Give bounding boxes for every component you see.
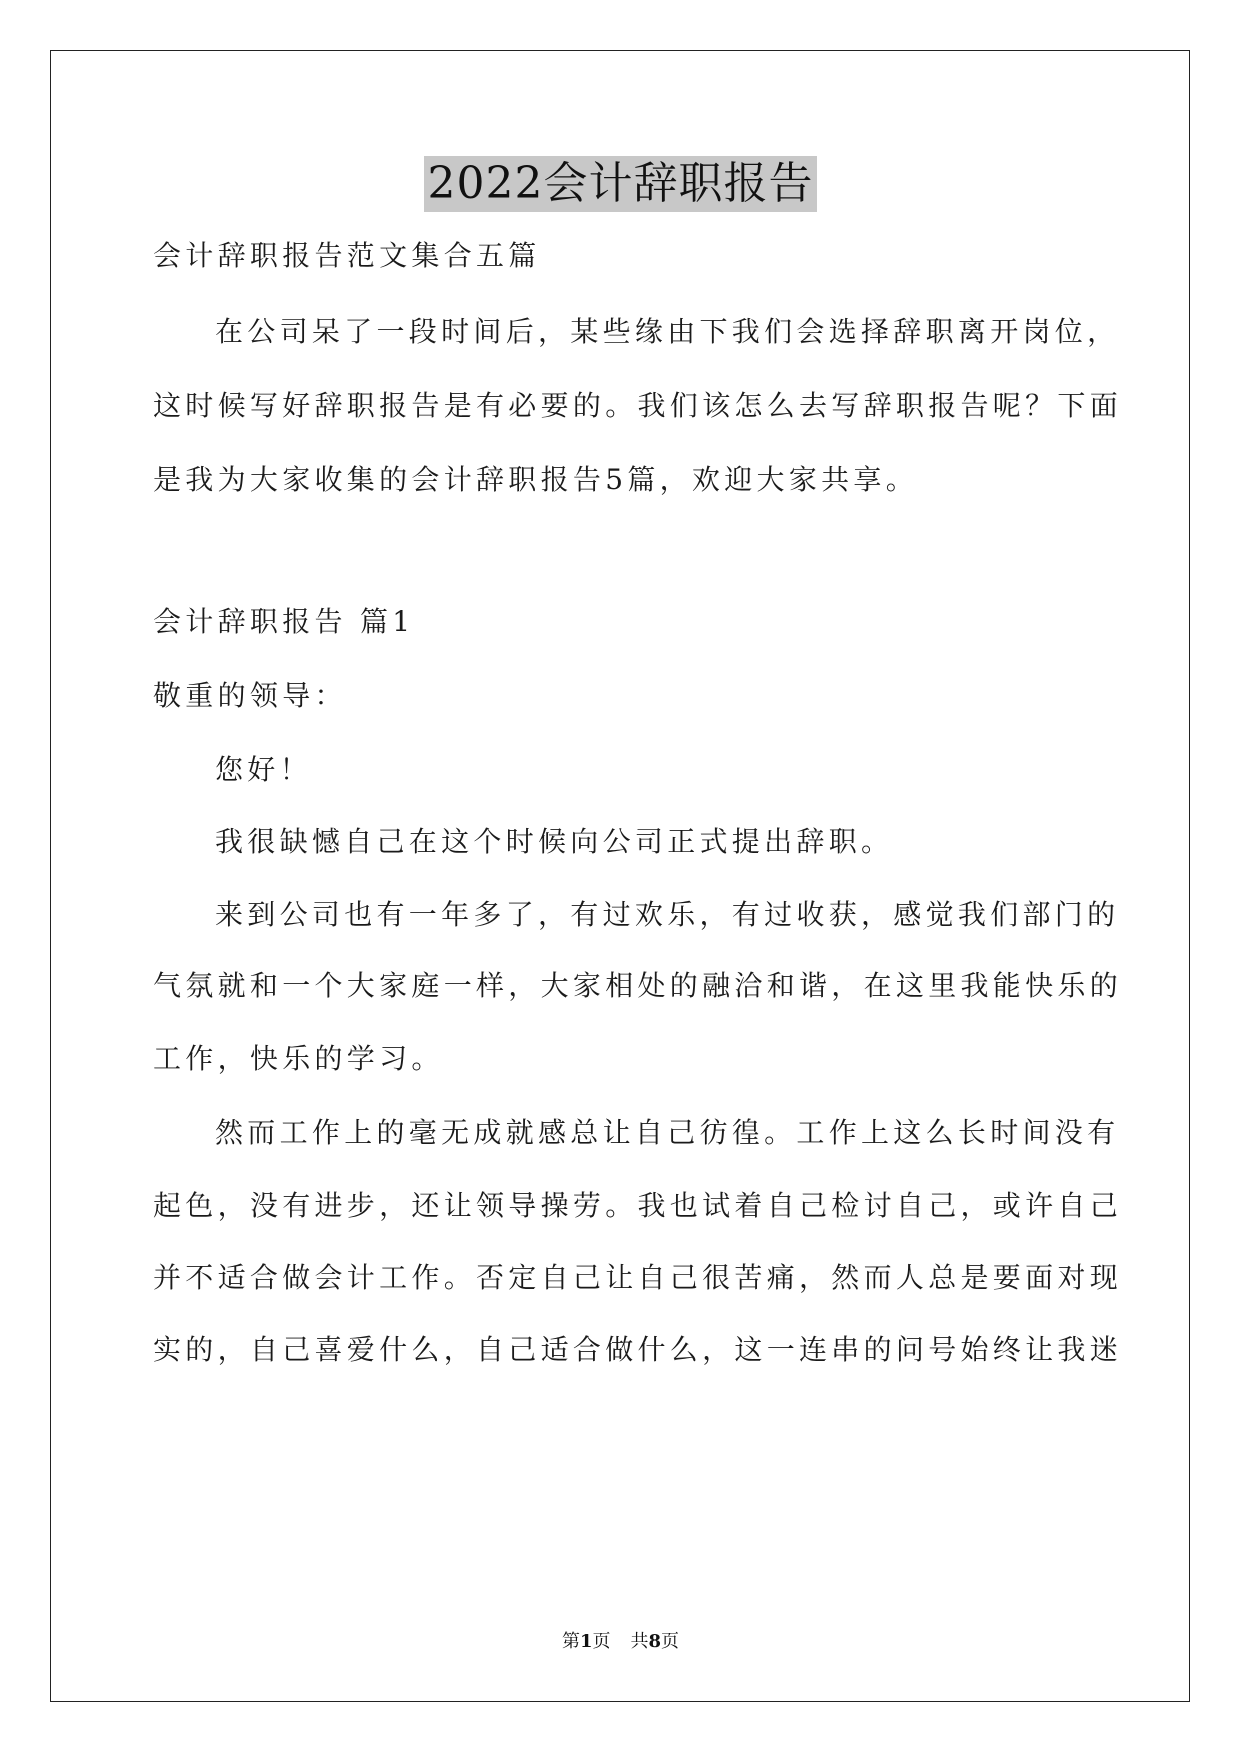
document-title: 2022会计辞职报告 bbox=[424, 156, 818, 212]
intro-line-1: 在公司呆了一段时间后，某些缘由下我们会选择辞职离开岗位， bbox=[215, 315, 1120, 348]
body-line-3: 气氛就和一个大家庭一样，大家相处的融洽和谐，在这里我能快乐的 bbox=[153, 969, 1123, 1002]
footer-total-suffix: 页 bbox=[661, 1631, 680, 1652]
section-heading: 会计辞职报告 篇1 bbox=[153, 605, 415, 638]
body-line-2: 来到公司也有一年多了，有过欢乐，有过收获，感觉我们部门的 bbox=[215, 898, 1120, 931]
page-border bbox=[50, 50, 1190, 1702]
body-line-7: 并不适合做会计工作。否定自己让自己很苦痛，然而人总是要面对现 bbox=[153, 1261, 1123, 1294]
footer-page-prefix: 第 bbox=[561, 1631, 580, 1652]
body-line-4: 工作，快乐的学习。 bbox=[153, 1042, 444, 1075]
intro-line-2: 这时候写好辞职报告是有必要的。我们该怎么去写辞职报告呢？下面 bbox=[153, 389, 1123, 422]
body-line-5: 然而工作上的毫无成就感总让自己彷徨。工作上这么长时间没有 bbox=[215, 1116, 1120, 1149]
title-container bbox=[0, 156, 1241, 212]
footer-page-suffix: 页 bbox=[592, 1631, 611, 1652]
footer-page-current: 1 bbox=[579, 1631, 593, 1652]
greeting: 您好！ bbox=[215, 753, 312, 786]
intro-line-3: 是我为大家收集的会计辞职报告5篇，欢迎大家共享。 bbox=[153, 463, 919, 496]
body-line-1: 我很缺憾自己在这个时候向公司正式提出辞职。 bbox=[215, 825, 894, 858]
page-footer bbox=[0, 1630, 1241, 1654]
body-line-6: 起色，没有进步，还让领导操劳。我也试着自己检讨自己，或许自己 bbox=[153, 1189, 1123, 1222]
body-line-8: 实的，自己喜爱什么，自己适合做什么，这一连串的问号始终让我迷 bbox=[153, 1333, 1123, 1366]
document-subtitle: 会计辞职报告范文集合五篇 bbox=[153, 239, 541, 272]
footer-total-prefix: 共 bbox=[630, 1631, 649, 1652]
footer-page-total: 8 bbox=[648, 1631, 662, 1652]
salutation: 敬重的领导： bbox=[153, 679, 347, 712]
